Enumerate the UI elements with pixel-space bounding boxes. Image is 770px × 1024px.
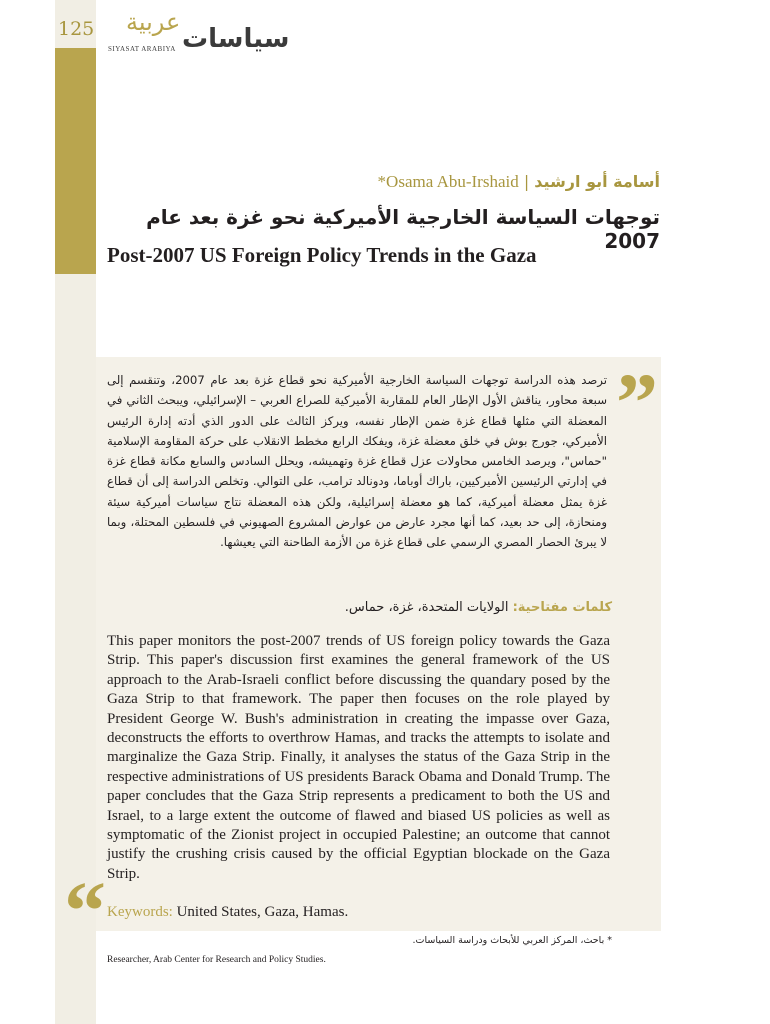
author-separator: |	[523, 172, 530, 191]
logo-english: SIYASAT ARABIYA	[108, 45, 176, 53]
keywords-english-text: United States, Gaza, Hamas.	[176, 904, 349, 920]
keywords-arabic	[107, 600, 612, 615]
abstract-english: This paper monitors the post-2007 trends of US foreign policy towards the Gaza Strip. This paper's discussion first examines the general framework of the US approach to the Arab-Israeli conflict before discussing the quandary posed by the Gaza Strip to that framework. The paper then focuses on the role played by President George W. Bush's administration in creating the impasse over Gaza, deconstructs the efforts to overthrow Hamas, and tracks the attempts to isolate and marginalize the Gaza Strip. Finally, it analyses the status of the Gaza Strip in the respective administrations of US presidents Barack Obama and Donald Trump. The paper concludes that the Gaza Strip represents a predicament to both the US and Israel, to a large extent the outcome of flawed and biased US policies as well as symptomatic of the Zionist project in occupied Palestine; an outcome that cannot justify the crushing crisis caused by the official Egyptian blockade on the Gaza Strip.	[107, 633, 610, 882]
author-name-english: *Osama Abu-Irshaid	[377, 172, 519, 191]
keywords-english	[107, 904, 612, 921]
title-english: Post-2007 US Foreign Policy Trends in the Gaza	[107, 243, 537, 267]
author-line	[100, 172, 660, 192]
page-number: 125	[58, 18, 95, 40]
logo-arabic-top: عربية	[126, 8, 181, 36]
abstract-arabic: ترصد هذه الدراسة توجهات السياسة الخارجية الأميركية نحو قطاع غزة بعد عام 2007، وتنقسم إلى سبعة محاور، يناقش الأول الإطار العام للمقاربة الأميركية للصراع العربي – الإسرائيلي، ويبحث الثاني في المعضلة التي مثلها قطاع غزة ضمن الإطار نفسه، ويركز الثالث على الدور الذي أدته إدارة الرئيس الأميركي، جورج بوش في خلق معضلة غزة، ويفكك الرابع مخطط الانقلاب على حركة المقاومة الإسلامية "حماس"، ويرصد الخامس محاولات عزل قطاع غزة وتهميشه، ويحلل السادس والسابع مكانة قطاع غزة في إدارتي الرئيسين الأميركيين، باراك أوباما، ودونالد ترامب، على التوالي. وتخلص الدراسة إلى أن قطاع غزة يمثل معضلة أميركية، كما هو معضلة إسرائيلية، ولكن هذه المعضلة نتاج سياسات أميركية سيئة ومنحازة، إلى حد بعيد، كما أنها مجرد عارض من عوارض المشروع الصهيوني في فلسطين المحتلة، وبما لا يبرئ الحصار المصري الرسمي على قطاع غزة من الأزمة الطاحنة التي يعيشها.	[107, 373, 607, 550]
journal-logo	[108, 6, 290, 66]
keywords-english-label: Keywords:	[107, 904, 173, 920]
keywords-arabic-label: كلمات مفتاحية:	[512, 600, 612, 615]
author-name-arabic: أسامة أبو ارشيد	[534, 172, 660, 191]
opening-quote-icon: “	[64, 865, 106, 958]
title-arabic: توجهات السياسة الخارجية الأميركية نحو غزة بعد عام 2007	[146, 205, 660, 253]
keywords-arabic-text: الولايات المتحدة، غزة، حماس.	[344, 600, 509, 615]
closing-quote-icon: ”	[616, 357, 658, 450]
footnote-english: Researcher, Arab Center for Research and Policy Studies.	[107, 955, 326, 965]
olive-accent-bar	[55, 48, 96, 274]
footnote-arabic: * باحث، المركز العربي للأبحاث ودراسة السياسات.	[412, 935, 612, 946]
logo-arabic-bottom: سياسات	[182, 24, 290, 54]
